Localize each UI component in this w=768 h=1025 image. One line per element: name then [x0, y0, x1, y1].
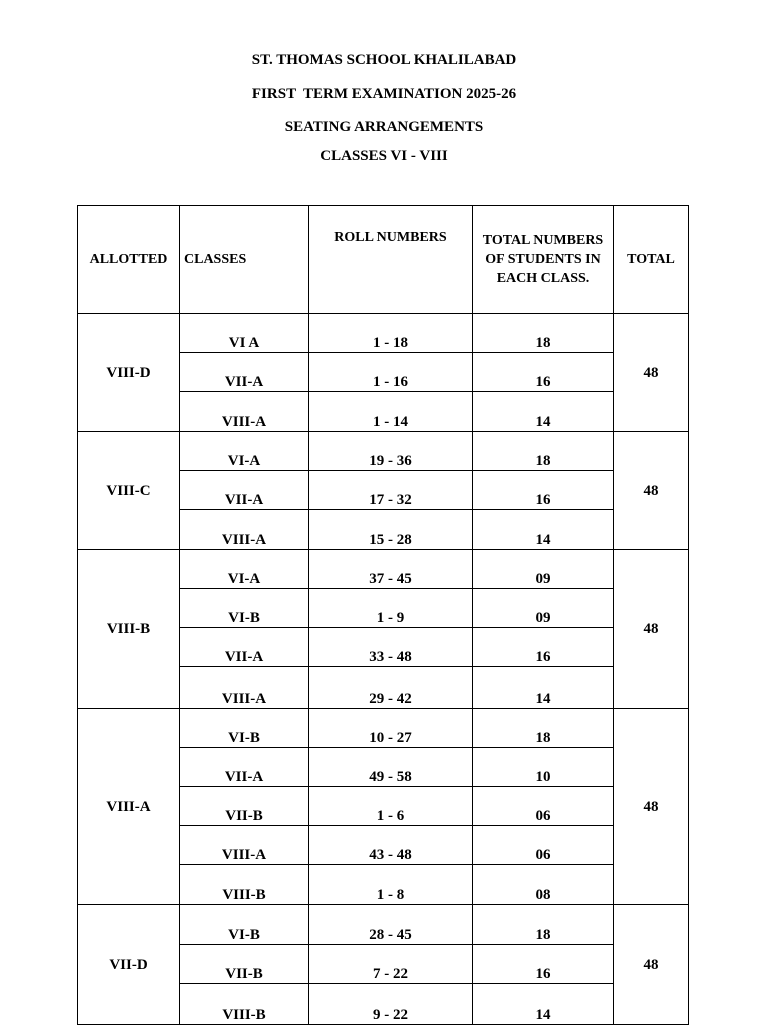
student-count-cell: 16 — [473, 628, 614, 667]
school-name: ST. THOMAS SCHOOL KHALILABAD — [251, 52, 517, 68]
class-cell: VI-A — [180, 432, 309, 471]
class-cell: VI-A — [180, 550, 309, 589]
class-cell: VIII-A — [180, 826, 309, 865]
class-cell: VII-A — [180, 471, 309, 510]
table-body — [78, 314, 689, 1025]
col-header-student-count: TOTAL NUMBERS OF STUDENTS IN EACH CLASS. — [473, 206, 614, 314]
roll-numbers-cell: 1 - 18 — [309, 314, 473, 353]
seating-table — [77, 205, 689, 1025]
roll-numbers-cell: 29 - 42 — [309, 667, 473, 709]
roll-numbers-cell: 15 - 28 — [309, 510, 473, 550]
roll-numbers-cell: 19 - 36 — [309, 432, 473, 471]
col-header-classes: CLASSES — [180, 206, 309, 314]
student-count-cell: 14 — [473, 984, 614, 1025]
student-count-cell: 18 — [473, 709, 614, 748]
allotted-room: VIII-D — [78, 314, 180, 432]
exam-title: FIRST TERM EXAMINATION 2025-26 — [251, 86, 517, 102]
roll-numbers-cell: 37 - 45 — [309, 550, 473, 589]
roll-numbers-cell: 28 - 45 — [309, 905, 473, 945]
group-total: 48 — [614, 314, 689, 432]
allotted-room: VIII-C — [78, 432, 180, 550]
student-count-cell: 18 — [473, 314, 614, 353]
group-total: 48 — [614, 432, 689, 550]
student-count-cell: 06 — [473, 826, 614, 865]
table-header-row — [78, 206, 689, 314]
student-count-cell: 16 — [473, 471, 614, 510]
class-cell: VII-B — [180, 787, 309, 826]
allotted-room: VIII-A — [78, 709, 180, 905]
roll-numbers-cell: 1 - 8 — [309, 865, 473, 905]
student-count-cell: 16 — [473, 945, 614, 984]
student-count-cell: 18 — [473, 432, 614, 471]
student-count-cell: 14 — [473, 392, 614, 432]
class-cell: VIII-A — [180, 510, 309, 550]
class-cell: VI-B — [180, 905, 309, 945]
table-row — [78, 314, 689, 353]
table-row — [78, 709, 689, 748]
roll-numbers-cell: 17 - 32 — [309, 471, 473, 510]
group-total: 48 — [614, 709, 689, 905]
roll-numbers-cell: 1 - 14 — [309, 392, 473, 432]
student-count-cell: 06 — [473, 787, 614, 826]
class-cell: VIII-A — [180, 667, 309, 709]
class-cell: VI-B — [180, 589, 309, 628]
roll-numbers-cell: 1 - 6 — [309, 787, 473, 826]
group-total: 48 — [614, 905, 689, 1025]
student-count-cell: 09 — [473, 550, 614, 589]
class-cell: VII-A — [180, 748, 309, 787]
student-count-cell: 16 — [473, 353, 614, 392]
student-count-cell: 14 — [473, 510, 614, 550]
class-cell: VIII-A — [180, 392, 309, 432]
col-header-total: TOTAL — [614, 206, 689, 314]
roll-numbers-cell: 33 - 48 — [309, 628, 473, 667]
student-count-cell: 18 — [473, 905, 614, 945]
class-cell: VI A — [180, 314, 309, 353]
allotted-room: VII-D — [78, 905, 180, 1025]
class-cell: VII-A — [180, 353, 309, 392]
group-total: 48 — [614, 550, 689, 709]
roll-numbers-cell: 9 - 22 — [309, 984, 473, 1025]
table-row — [78, 550, 689, 589]
col-header-allotted: ALLOTTED — [78, 206, 180, 314]
table-row — [78, 905, 689, 945]
roll-numbers-cell: 43 - 48 — [309, 826, 473, 865]
student-count-cell: 10 — [473, 748, 614, 787]
classes-range: CLASSES VI - VIII — [320, 148, 448, 164]
roll-numbers-cell: 1 - 16 — [309, 353, 473, 392]
class-cell: VIII-B — [180, 865, 309, 905]
allotted-room: VIII-B — [78, 550, 180, 709]
roll-numbers-cell: 10 - 27 — [309, 709, 473, 748]
document-title: SEATING ARRANGEMENTS — [284, 119, 484, 135]
student-count-cell: 14 — [473, 667, 614, 709]
roll-numbers-cell: 7 - 22 — [309, 945, 473, 984]
class-cell: VII-B — [180, 945, 309, 984]
student-count-cell: 09 — [473, 589, 614, 628]
student-count-cell: 08 — [473, 865, 614, 905]
col-header-roll-numbers: ROLL NUMBERS — [309, 206, 473, 314]
class-cell: VII-A — [180, 628, 309, 667]
table-row — [78, 432, 689, 471]
class-cell: VI-B — [180, 709, 309, 748]
roll-numbers-cell: 49 - 58 — [309, 748, 473, 787]
class-cell: VIII-B — [180, 984, 309, 1025]
roll-numbers-cell: 1 - 9 — [309, 589, 473, 628]
